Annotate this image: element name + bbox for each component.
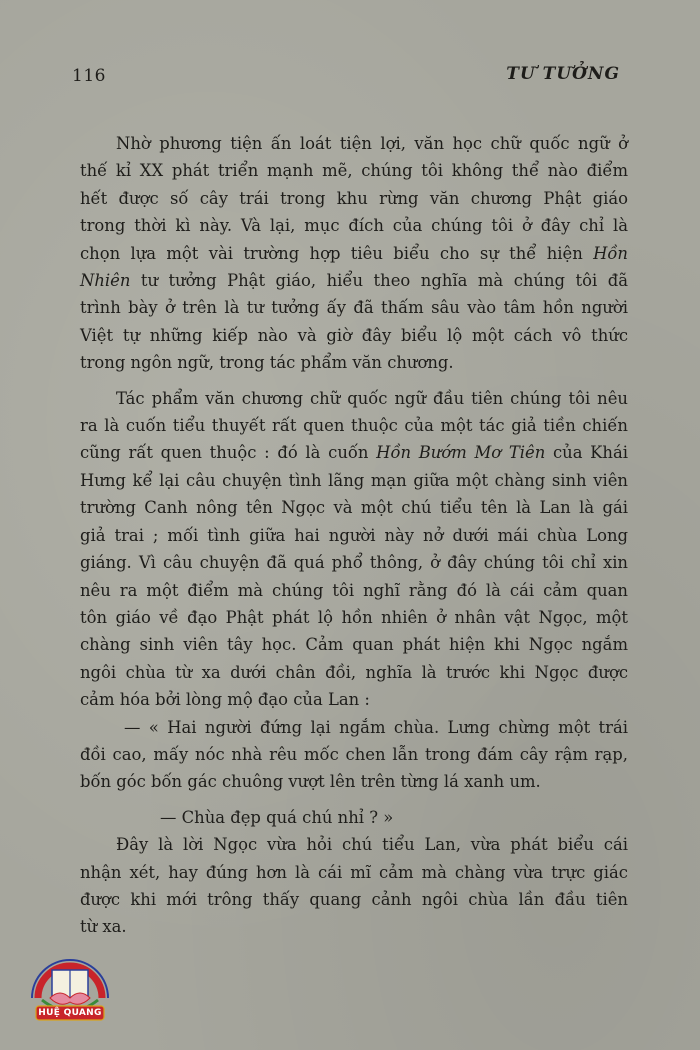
text-line: hết được số cây trái trong khu rừng văn chương Phật giáo [80,188,628,208]
text-line [80,240,628,267]
text-line: nhận xét, hay đúng hơn là cái mĩ cảm mà chàng vừa trực giác [80,862,628,882]
text-run: cũng rất quen thuộc : đó là cuốn [80,443,377,463]
text-line: nêu ra một điểm mà chúng tôi nghĩ rằng đó là cái cảm quan [80,580,628,600]
quote-line: — Chùa đẹp quá chú nhỉ ? » [160,807,394,827]
text-line: tôn giáo về đạo Phật phát lộ hồn nhiên ở nhân vật Ngọc, một [80,607,628,627]
text-line: thế kỉ XX phát triển mạnh mẽ, chúng tôi không thể nào điểm [80,161,628,181]
text-line: ra là cuốn tiểu thuyết rất quen thuộc của một tác giả tiền chiến [80,416,628,436]
text-line: giả trai ; mối tình giữa hai người này nở dưới mái chùa Long [80,525,628,545]
paragraph-gap [80,377,628,385]
logo-caption: HUỆ QUANG [38,1008,102,1018]
text-line: trình bày ở trên là tư tưởng ấy đã thấm sâu vào tâm hồn người [80,298,628,318]
text-line: trong thời kì này. Và lại, mục đích của chúng tôi ở đây chỉ là [80,216,628,236]
text-line: trong ngôn ngữ, trong tác phẩm văn chương. [80,353,454,373]
text-line: cảm hóa bởi lòng mộ đạo của Lan : [80,690,370,710]
text-line: Nhờ phương tiện ấn loát tiện lợi, văn học chữ quốc ngữ ở [116,134,628,153]
text-line [80,267,628,294]
paragraph-2 [80,385,628,714]
body-text [80,130,628,941]
text-line: giáng. Vì câu chuyện đã quá phổ thông, ở đây chúng tôi chỉ xin [80,553,628,573]
paragraph-1 [80,130,628,377]
text-line: từ xa. [80,917,127,937]
text-run: chọn lựa một vài trường hợp tiêu biểu cho sự thể hiện [80,243,594,263]
quote-line: — « Hai người đứng lại ngắm chùa. Lưng chừng một trái [124,717,628,737]
quote-line: đồi cao, mấy nóc nhà rêu mốc chen lẫn trong đám cây rậm rạp, [80,744,628,764]
quote-line: bốn góc bốn gác chuông vượt lên trên từng lá xanh um. [80,772,541,792]
book-title-italic: Hồn Bướm Mơ Tiên [376,443,546,463]
text-run: tư tưởng Phật giáo, hiểu theo nghĩa mà chúng tôi đã [130,271,628,291]
paragraph-gap [80,796,628,804]
paragraph-3 [80,831,628,941]
page-number: 116 [72,66,106,86]
text-line: Hưng kể lại câu chuyện tình lãng mạn giữa một chàng sinh viên [80,470,628,490]
text-line: chàng sinh viên tây học. Cảm quan phát hiện khi Ngọc ngắm [80,635,628,655]
text-line [80,439,628,466]
hue-quang-logo [22,950,118,1030]
block-quote [80,714,628,832]
book-title-italic: Nhiên [80,271,131,291]
text-line: Đây là lời Ngọc vừa hỏi chú tiểu Lan, vừa phát biểu cái [116,835,628,855]
text-line: Tác phẩm văn chương chữ quốc ngữ đầu tiên chúng tôi nêu [116,388,628,408]
text-line: được khi mới trông thấy quang cảnh ngôi chùa lần đầu tiên [80,889,628,909]
running-head: TƯ TƯỞNG [506,64,620,84]
book-title-italic: Hồn [593,243,628,263]
text-line: trường Canh nông tên Ngọc và một chú tiểu tên là Lan là gái [80,498,628,518]
text-line: Việt tự những kiếp nào và giờ đây biểu lộ một cách vô thức [80,325,628,345]
text-run: của Khái [545,443,628,463]
text-line: ngôi chùa từ xa dưới chân đồi, nghĩa là trước khi Ngọc được [80,662,628,682]
